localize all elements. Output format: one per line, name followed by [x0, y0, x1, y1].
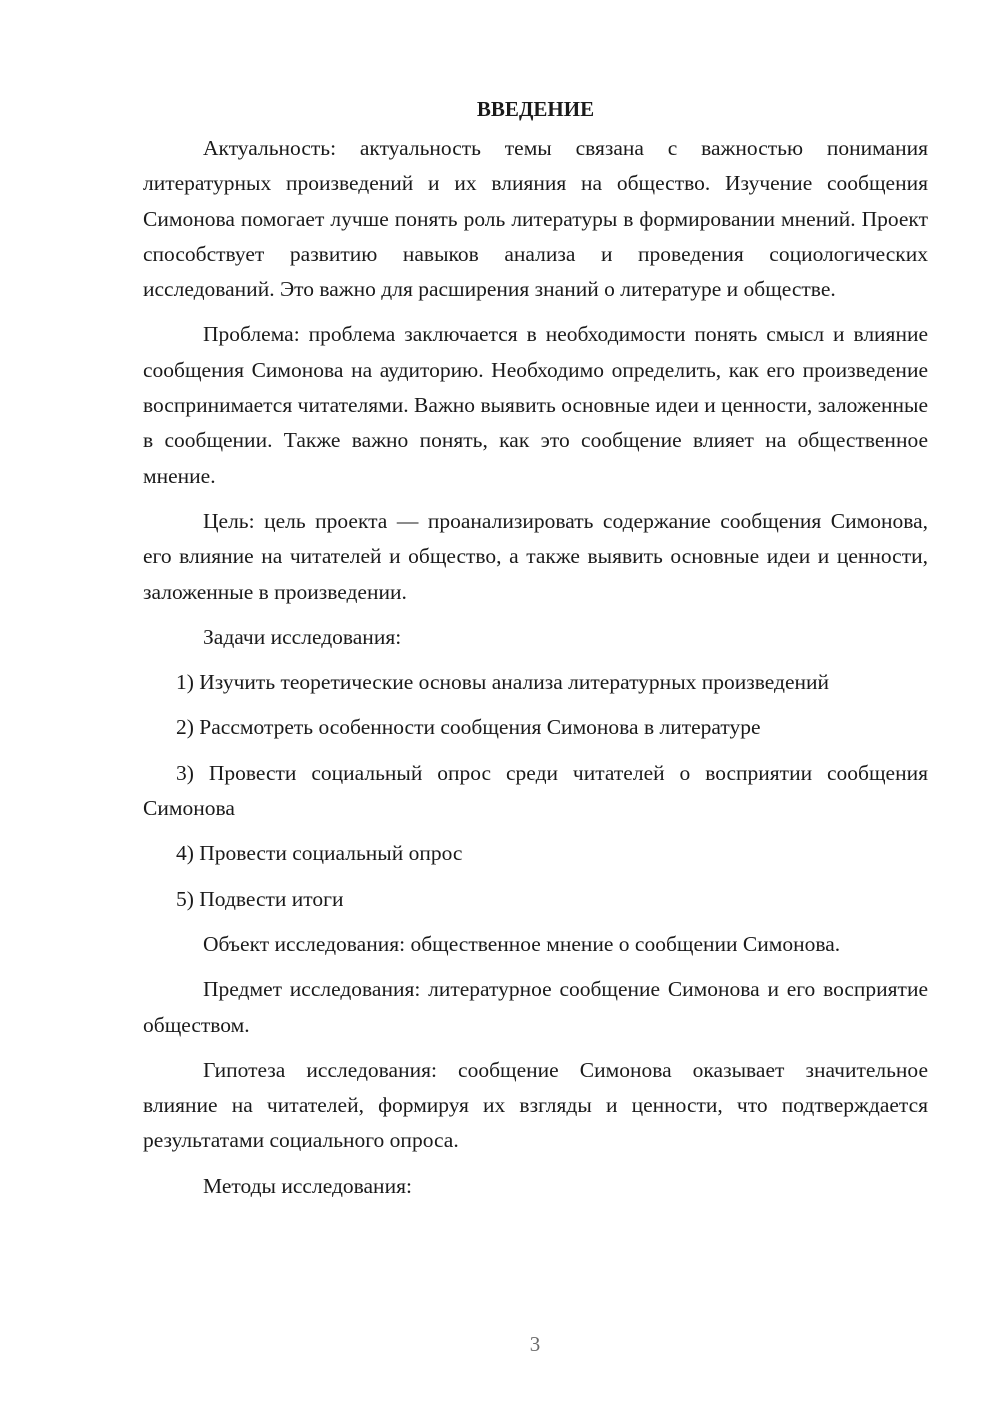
task-item-2: 2) Рассмотреть особенности сообщения Симонова в литературе: [176, 715, 761, 740]
paragraph-methods: Методы исследования:: [203, 1173, 412, 1198]
paragraph-subject: Предмет исследования: литературное сообщение Симонова и его восприятие обществом.: [143, 977, 928, 1037]
task-item-1: 1) Изучить теоретические основы анализа литературных произведений: [176, 670, 830, 695]
page-number: 3: [529, 1332, 541, 1356]
paragraph-problem: Проблема: проблема заключается в необходимости понять смысл и влияние сообщения Симонова на аудиторию. Необходимо определить, как его произведение воспринимается читателями. Важно выявить основные идеи и ценности, заложенные в сообщении. Также важно понять, как это сообщение влияет на общественное мнение.: [143, 322, 928, 488]
page-title: ВВЕДЕНИЕ: [476, 97, 595, 121]
task-item-4: 4) Провести социальный опрос: [176, 841, 463, 866]
paragraph-tasks-heading: Задачи исследования:: [203, 624, 402, 649]
task-item-3: 3) Провести социальный опрос среди читателей о восприятии сообщения Симонова: [143, 760, 928, 821]
document-page: [143, 92, 928, 1214]
paragraph-object: Объект исследования: общественное мнение о сообщении Симонова.: [203, 931, 841, 956]
paragraph-goal: Цель: цель проекта — проанализировать содержание сообщения Симонова, его влияние на читателей и общество, а также выявить основные идеи и ценности, заложенные в произведении.: [143, 508, 928, 604]
paragraph-relevance: Актуальность: актуальность темы связана с важностью понимания литературных произведений и их влияния на общество. Изучение сообщения Симонова помогает лучше понять роль литературы в формировании мнений. Проект способствует развитию навыков анализа и проведения социологических исследований. Это важно для расширения знаний о литературе и обществе.: [143, 136, 928, 302]
task-item-5: 5) Подвести итоги: [176, 886, 344, 911]
paragraph-hypothesis: Гипотеза исследования: сообщение Симонова оказывает значительное влияние на читателей, формируя их взгляды и ценности, что подтверждается результатами социального опроса.: [143, 1057, 928, 1153]
